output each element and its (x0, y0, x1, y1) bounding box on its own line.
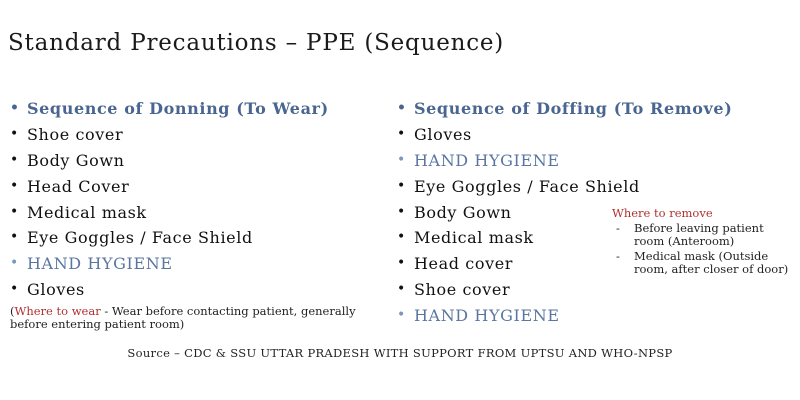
bullet-icon: • (397, 203, 406, 220)
donning-item: • Shoe cover (10, 122, 380, 148)
bullet-icon: • (10, 203, 19, 220)
doffing-item: • Gloves (397, 122, 627, 148)
donning-item: • Body Gown (10, 148, 380, 174)
doffing-item: • Eye Goggles / Face Shield (397, 174, 627, 200)
source-credit: Source – CDC & SSU UTTAR PRADESH WITH SUPPORT FROM UPTSU AND WHO-NPSP (127, 346, 673, 360)
bullet-icon: • (397, 100, 407, 116)
bullet-icon: • (10, 151, 19, 168)
donning-column (10, 96, 380, 303)
where-to-wear-text: - Wear before contacting patient, generally before entering patient room) (10, 304, 356, 331)
bullet-icon: • (10, 100, 20, 116)
where-to-wear-note: (Where to wear - Wear before contacting patient, generally before entering patient room) (10, 304, 356, 331)
where-to-remove-title: Where to remove (612, 206, 713, 220)
bullet-icon: • (397, 281, 406, 298)
bullet-icon: • (397, 255, 406, 272)
bullet-icon: • (397, 307, 406, 324)
donning-item: • Medical mask (10, 200, 380, 226)
doffing-header: • Sequence of Doffing (To Remove) (397, 96, 627, 122)
where-to-remove-note (612, 207, 792, 276)
bullet-icon: • (10, 255, 19, 272)
doffing-item: • Medical mask (397, 225, 627, 251)
doffing-item-hand-hygiene: • HAND HYGIENE (397, 148, 627, 174)
bullet-icon: • (397, 151, 406, 168)
donning-header: • Sequence of Donning (To Wear) (10, 96, 380, 122)
where-to-wear-label: Where to wear (14, 304, 101, 318)
bullet-icon: • (10, 229, 19, 246)
bullet-icon: • (397, 125, 406, 142)
slide-title: Standard Precautions – PPE (Sequence) (8, 30, 505, 56)
bullet-icon: • (10, 281, 19, 298)
donning-item: • Gloves (10, 277, 380, 303)
bullet-icon: • (397, 177, 406, 194)
donning-item: • Eye Goggles / Face Shield (10, 225, 380, 251)
where-to-remove-item: - Before leaving patient room (Anteroom) (616, 221, 764, 248)
dash-icon: - (616, 249, 620, 263)
doffing-item-hand-hygiene: • HAND HYGIENE (397, 303, 627, 329)
doffing-item: • Head cover (397, 251, 627, 277)
donning-list (10, 96, 380, 303)
where-to-remove-item: - Medical mask (Outside room, after closer of door) (616, 249, 789, 276)
donning-item-hand-hygiene: • HAND HYGIENE (10, 251, 380, 277)
bullet-icon: • (10, 125, 19, 142)
bullet-icon: • (397, 229, 406, 246)
doffing-item: • Shoe cover (397, 277, 627, 303)
bullet-icon: • (10, 177, 19, 194)
doffing-item: • Body Gown (397, 200, 627, 226)
donning-item: • Head Cover (10, 174, 380, 200)
dash-icon: - (616, 221, 620, 235)
